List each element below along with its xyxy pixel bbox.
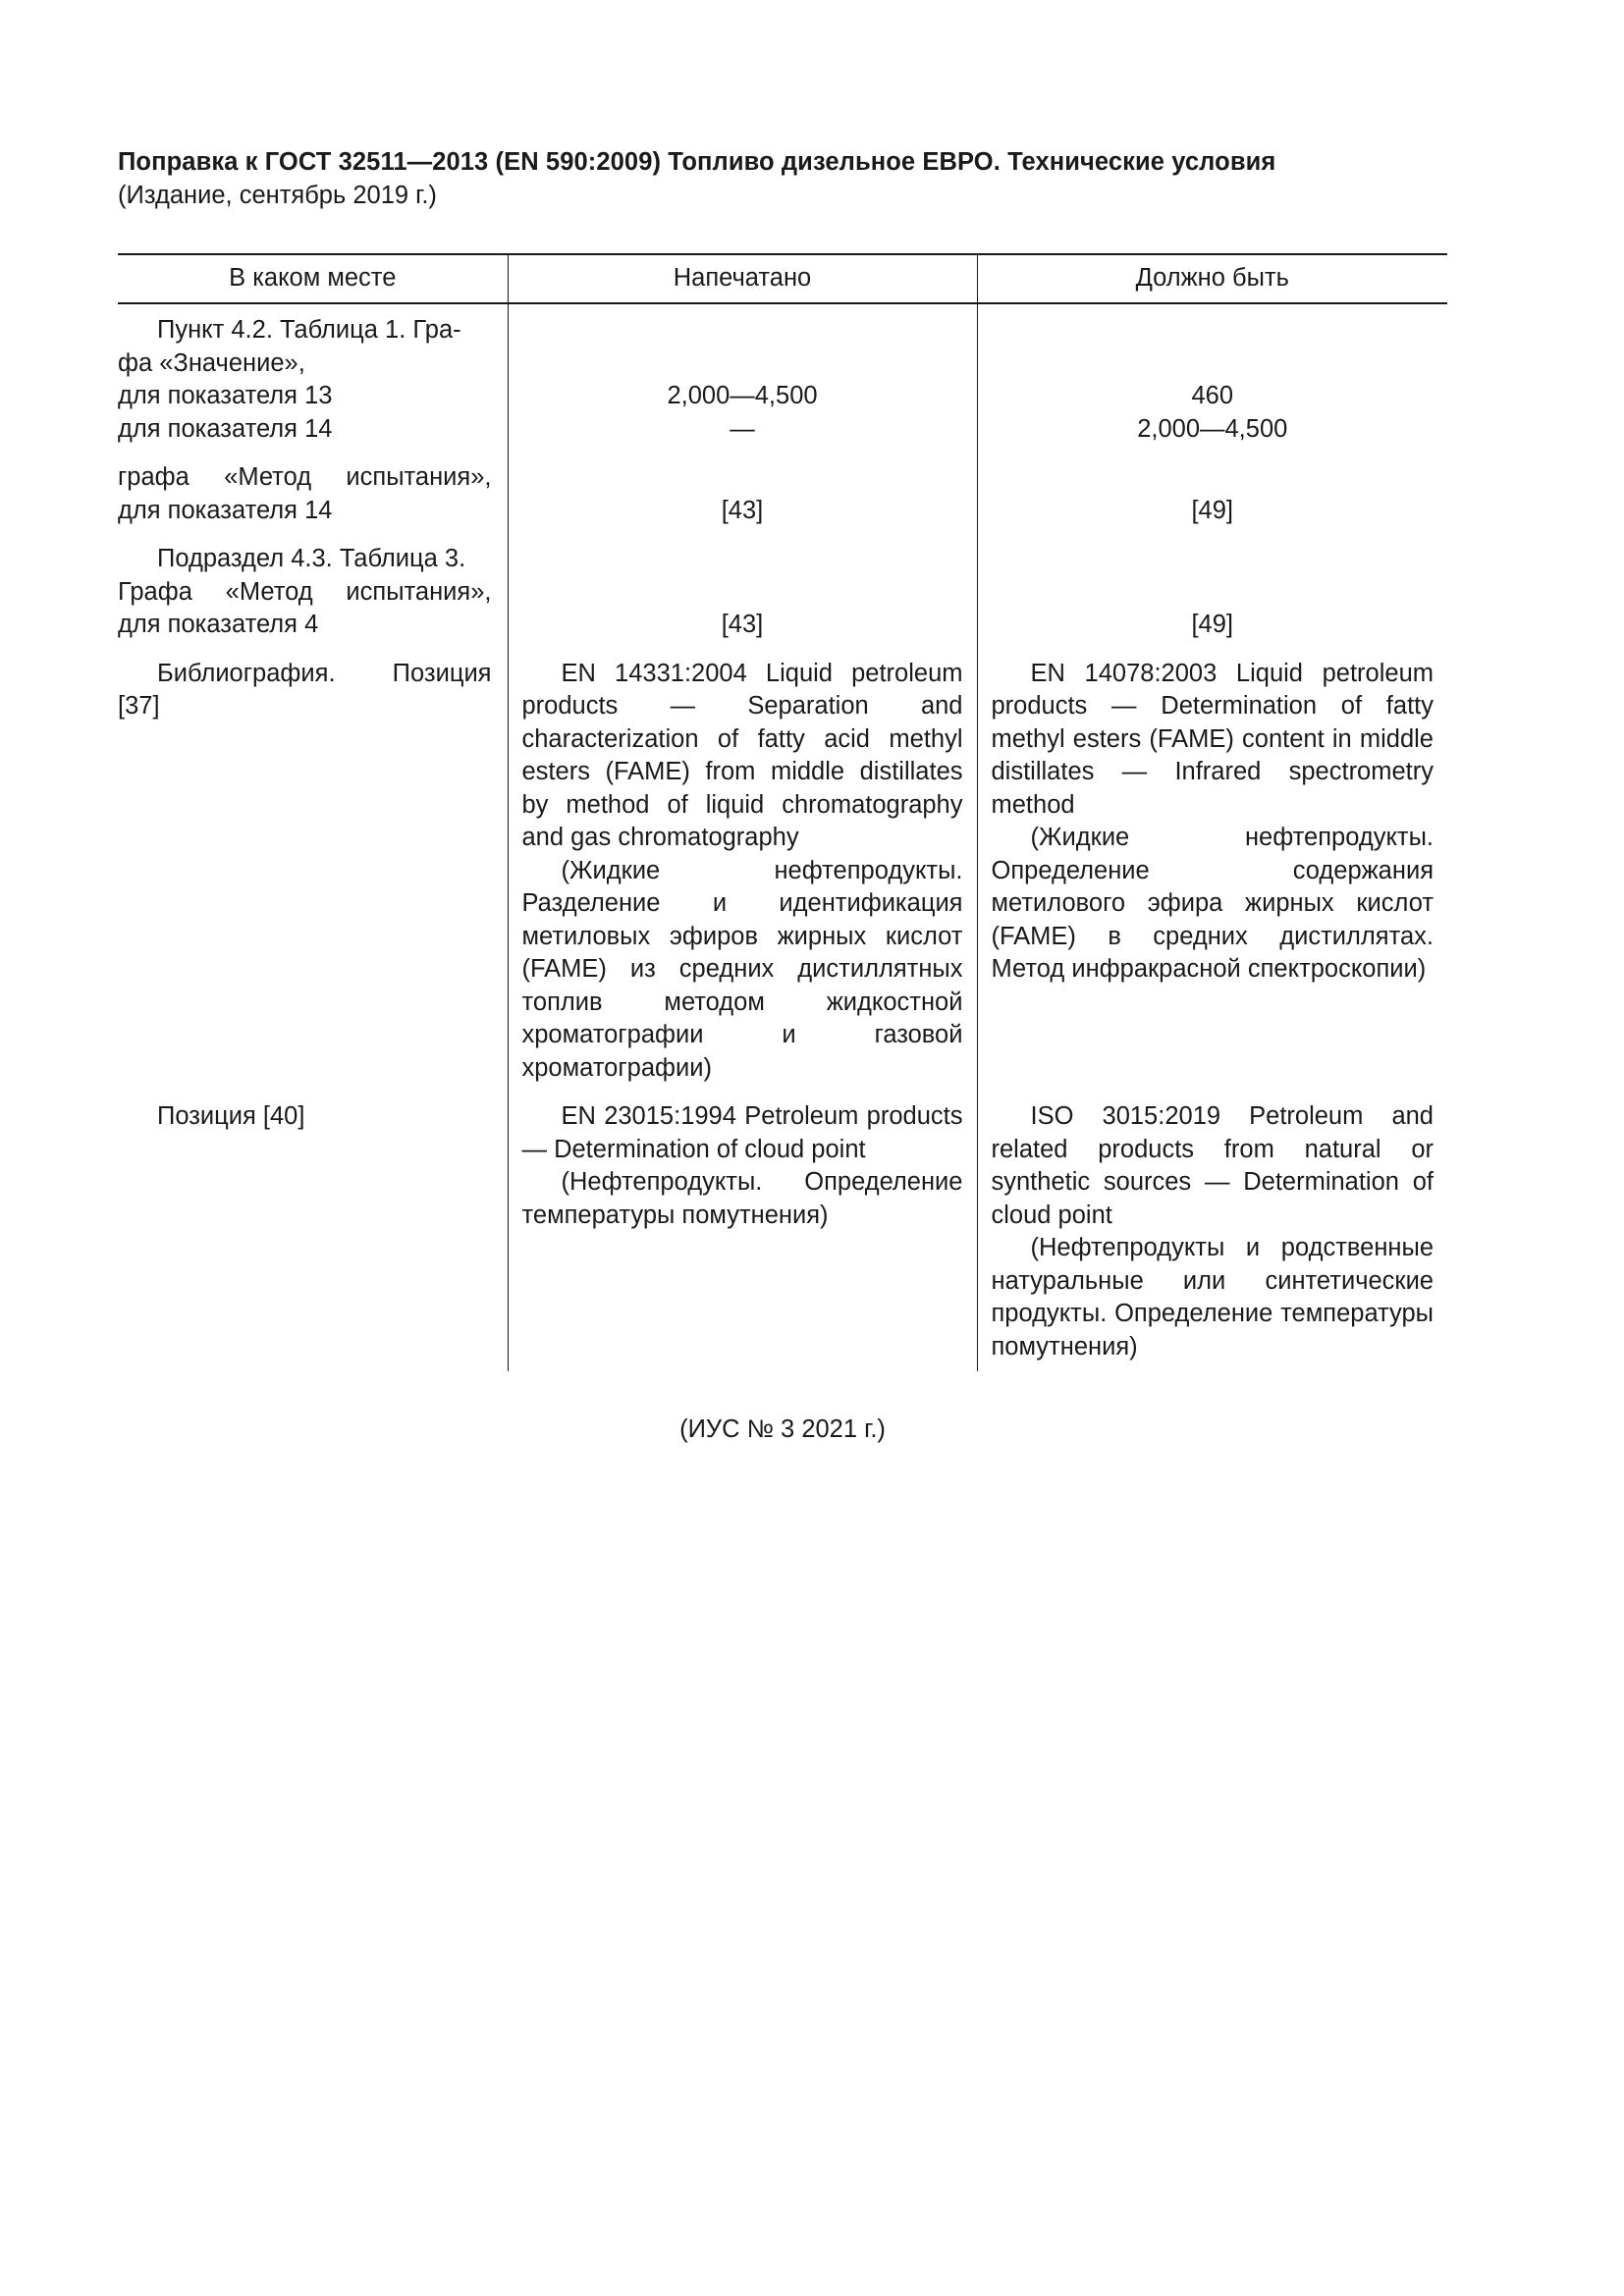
table-row xyxy=(118,543,1447,658)
document-page xyxy=(118,145,1447,1443)
header-place: В каком месте xyxy=(118,254,508,303)
cell-text: (Жидкие нефтепродукты. Разделение и идентификация метиловых эфиров жирных кислот (FAME) из средних дистиллятных топлив методом жидкостной хроматографии и газовой хроматографии) xyxy=(521,856,963,1082)
cell-text: фа «Значение», xyxy=(118,348,305,377)
cell-should-be: [49] xyxy=(977,461,1447,543)
cell-text: [37] xyxy=(118,692,160,720)
cell-text: для показателя 13 xyxy=(118,382,333,409)
cell-printed xyxy=(508,658,977,1101)
cell-printed xyxy=(508,303,977,461)
table-row xyxy=(118,1100,1447,1371)
cell-text: Библиография. Позиция xyxy=(157,659,492,687)
cell-printed xyxy=(508,1100,977,1371)
cell-text: (Нефтепродукты. Определение температуры помутнения) xyxy=(521,1168,963,1229)
cell-text: 460 xyxy=(1191,382,1234,409)
document-title: Поправка к ГОСТ 32511—2013 (EN 590:2009) Топливо дизельное ЕВРО. Технические условия xyxy=(118,148,1276,176)
cell-should-be xyxy=(977,1100,1447,1371)
cell-should-be xyxy=(977,303,1447,461)
cell-printed: [43] xyxy=(508,543,977,658)
cell-place xyxy=(118,543,508,658)
cell-should-be xyxy=(977,658,1447,1101)
cell-text: 2,000—4,500 xyxy=(667,382,818,409)
cell-text: для показателя 14 xyxy=(118,414,333,443)
table-header-row xyxy=(118,254,1447,303)
cell-text: Графа «Метод испытания», xyxy=(118,577,492,606)
cell-text: — xyxy=(730,414,755,443)
table-row xyxy=(118,461,1447,543)
cell-printed: [43] xyxy=(508,461,977,543)
cell-text: (Нефтепродукты и родственные натуральные или синтетические продукты. Определение температуры помутнения) xyxy=(991,1234,1434,1361)
table-row xyxy=(118,658,1447,1101)
cell-place xyxy=(118,303,508,461)
cell-text: графа «Метод испытания», xyxy=(118,463,492,491)
correction-table xyxy=(118,253,1447,1371)
source-footer: (ИУС № 3 2021 г.) xyxy=(679,1415,886,1443)
cell-text: EN 14078:2003 Liquid petroleum products — Determination of fatty methyl esters (FAME) content in middle distillates — Infrared spectrometry method xyxy=(991,659,1434,819)
cell-text: (Жидкие нефтепродукты. Определение содержания метилового эфира жирных кислот (FAME) в средних дистиллятах. Метод инфракрасной спектроскопии) xyxy=(991,824,1434,983)
cell-text: 2,000—4,500 xyxy=(1137,414,1288,443)
cell-text: ISO 3015:2019 Petroleum and related products from natural or synthetic sources — Determination of cloud point xyxy=(991,1102,1434,1229)
cell-should-be: [49] xyxy=(977,543,1447,658)
cell-place: Позиция [40] xyxy=(157,1102,305,1130)
header-printed: Напечатано xyxy=(508,254,977,303)
document-edition: (Издание, сентябрь 2019 г.) xyxy=(118,182,437,209)
cell-text: EN 23015:1994 Petroleum products — Determination of cloud point xyxy=(521,1102,963,1163)
cell-text: Подраздел 4.3. Таблица 3. xyxy=(157,545,466,572)
cell-place xyxy=(118,461,508,543)
cell-text: Пункт 4.2. Таблица 1. Гра- xyxy=(157,316,461,344)
cell-text: для показателя 14 xyxy=(118,496,333,524)
header-should-be: Должно быть xyxy=(977,254,1447,303)
table-row xyxy=(118,303,1447,461)
cell-place xyxy=(118,658,508,1101)
cell-text: для показателя 4 xyxy=(118,611,319,638)
cell-text: EN 14331:2004 Liquid petroleum products — Separation and characterization of fatty acid methyl esters (FAME) from middle distillates by method of liquid chromatography and gas chromatography xyxy=(521,659,963,851)
